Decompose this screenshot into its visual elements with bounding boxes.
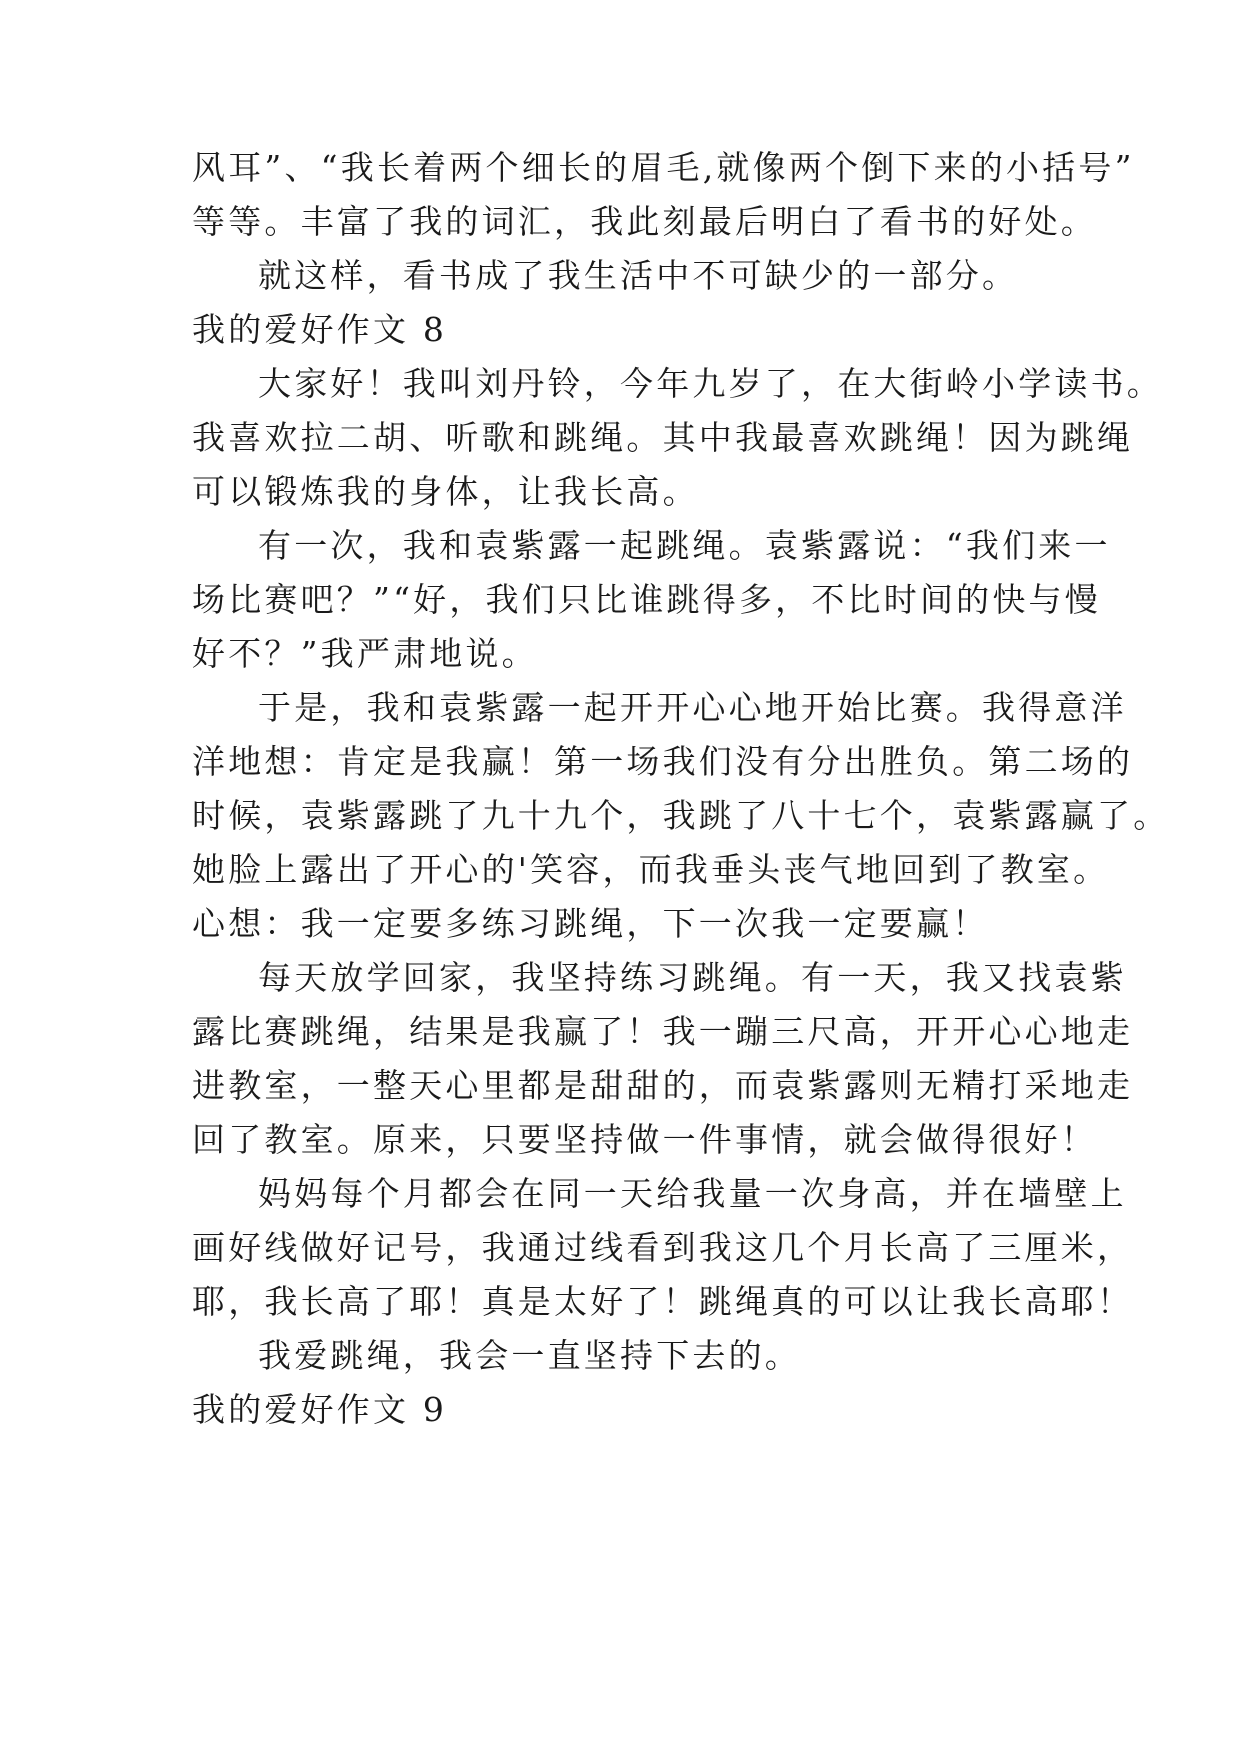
paragraph-first-line: 就这样，看书成了我生活中不可缺少的一部分。	[258, 256, 1019, 295]
text-line: 洋地想：肯定是我赢！第一场我们没有分出胜负。第二场的	[192, 742, 1134, 781]
text-line: 画好线做好记号，我通过线看到我这几个月长高了三厘米，	[192, 1228, 1134, 1267]
text-line: 耶，我长高了耶！真是太好了！跳绳真的可以让我长高耶！	[192, 1282, 1134, 1321]
paragraph-first-line: 妈妈每个月都会在同一天给我量一次身高，并在墙壁上	[258, 1174, 1127, 1213]
text-line: 好不？”我严肃地说。	[192, 634, 538, 673]
text-line: 场比赛吧？”“好，我们只比谁跳得多，不比时间的快与慢	[192, 580, 1101, 619]
text-line: 时候，袁紫露跳了九十九个，我跳了八十七个，袁紫露赢了。	[192, 796, 1170, 835]
text-line: 回了教室。原来，只要坚持做一件事情，就会做得很好！	[192, 1120, 1097, 1159]
paragraph-first-line: 大家好！我叫刘丹铃，今年九岁了，在大街岭小学读书。	[258, 364, 1163, 403]
section-heading: 我的爱好作文 9	[192, 1390, 448, 1429]
text-line: 等等。丰富了我的词汇，我此刻最后明白了看书的好处。	[192, 202, 1097, 241]
paragraph-first-line: 我爱跳绳，我会一直坚持下去的。	[258, 1336, 801, 1375]
paragraph-first-line: 于是，我和袁紫露一起开开心心地开始比赛。我得意洋	[258, 688, 1127, 727]
text-line: 可以锻炼我的身体，让我长高。	[192, 472, 699, 511]
section-heading: 我的爱好作文 8	[192, 310, 448, 349]
paragraph-first-line: 有一次，我和袁紫露一起跳绳。袁紫露说：“我们来一	[258, 526, 1111, 565]
text-line: 她脸上露出了开心的'笑容，而我垂头丧气地回到了教室。	[192, 850, 1110, 889]
text-line: 心想：我一定要多练习跳绳，下一次我一定要赢！	[192, 904, 989, 943]
paragraph-first-line: 每天放学回家，我坚持练习跳绳。有一天，我又找袁紫	[258, 958, 1127, 997]
text-line: 露比赛跳绳，结果是我赢了！我一蹦三尺高，开开心心地走	[192, 1012, 1134, 1051]
text-line: 进教室，一整天心里都是甜甜的，而袁紫露则无精打采地走	[192, 1066, 1134, 1105]
text-line: 风耳”、“我长着两个细长的眉毛,就像两个倒下来的小括号”	[192, 148, 1135, 187]
text-line: 我喜欢拉二胡、听歌和跳绳。其中我最喜欢跳绳！因为跳绳	[192, 418, 1134, 457]
